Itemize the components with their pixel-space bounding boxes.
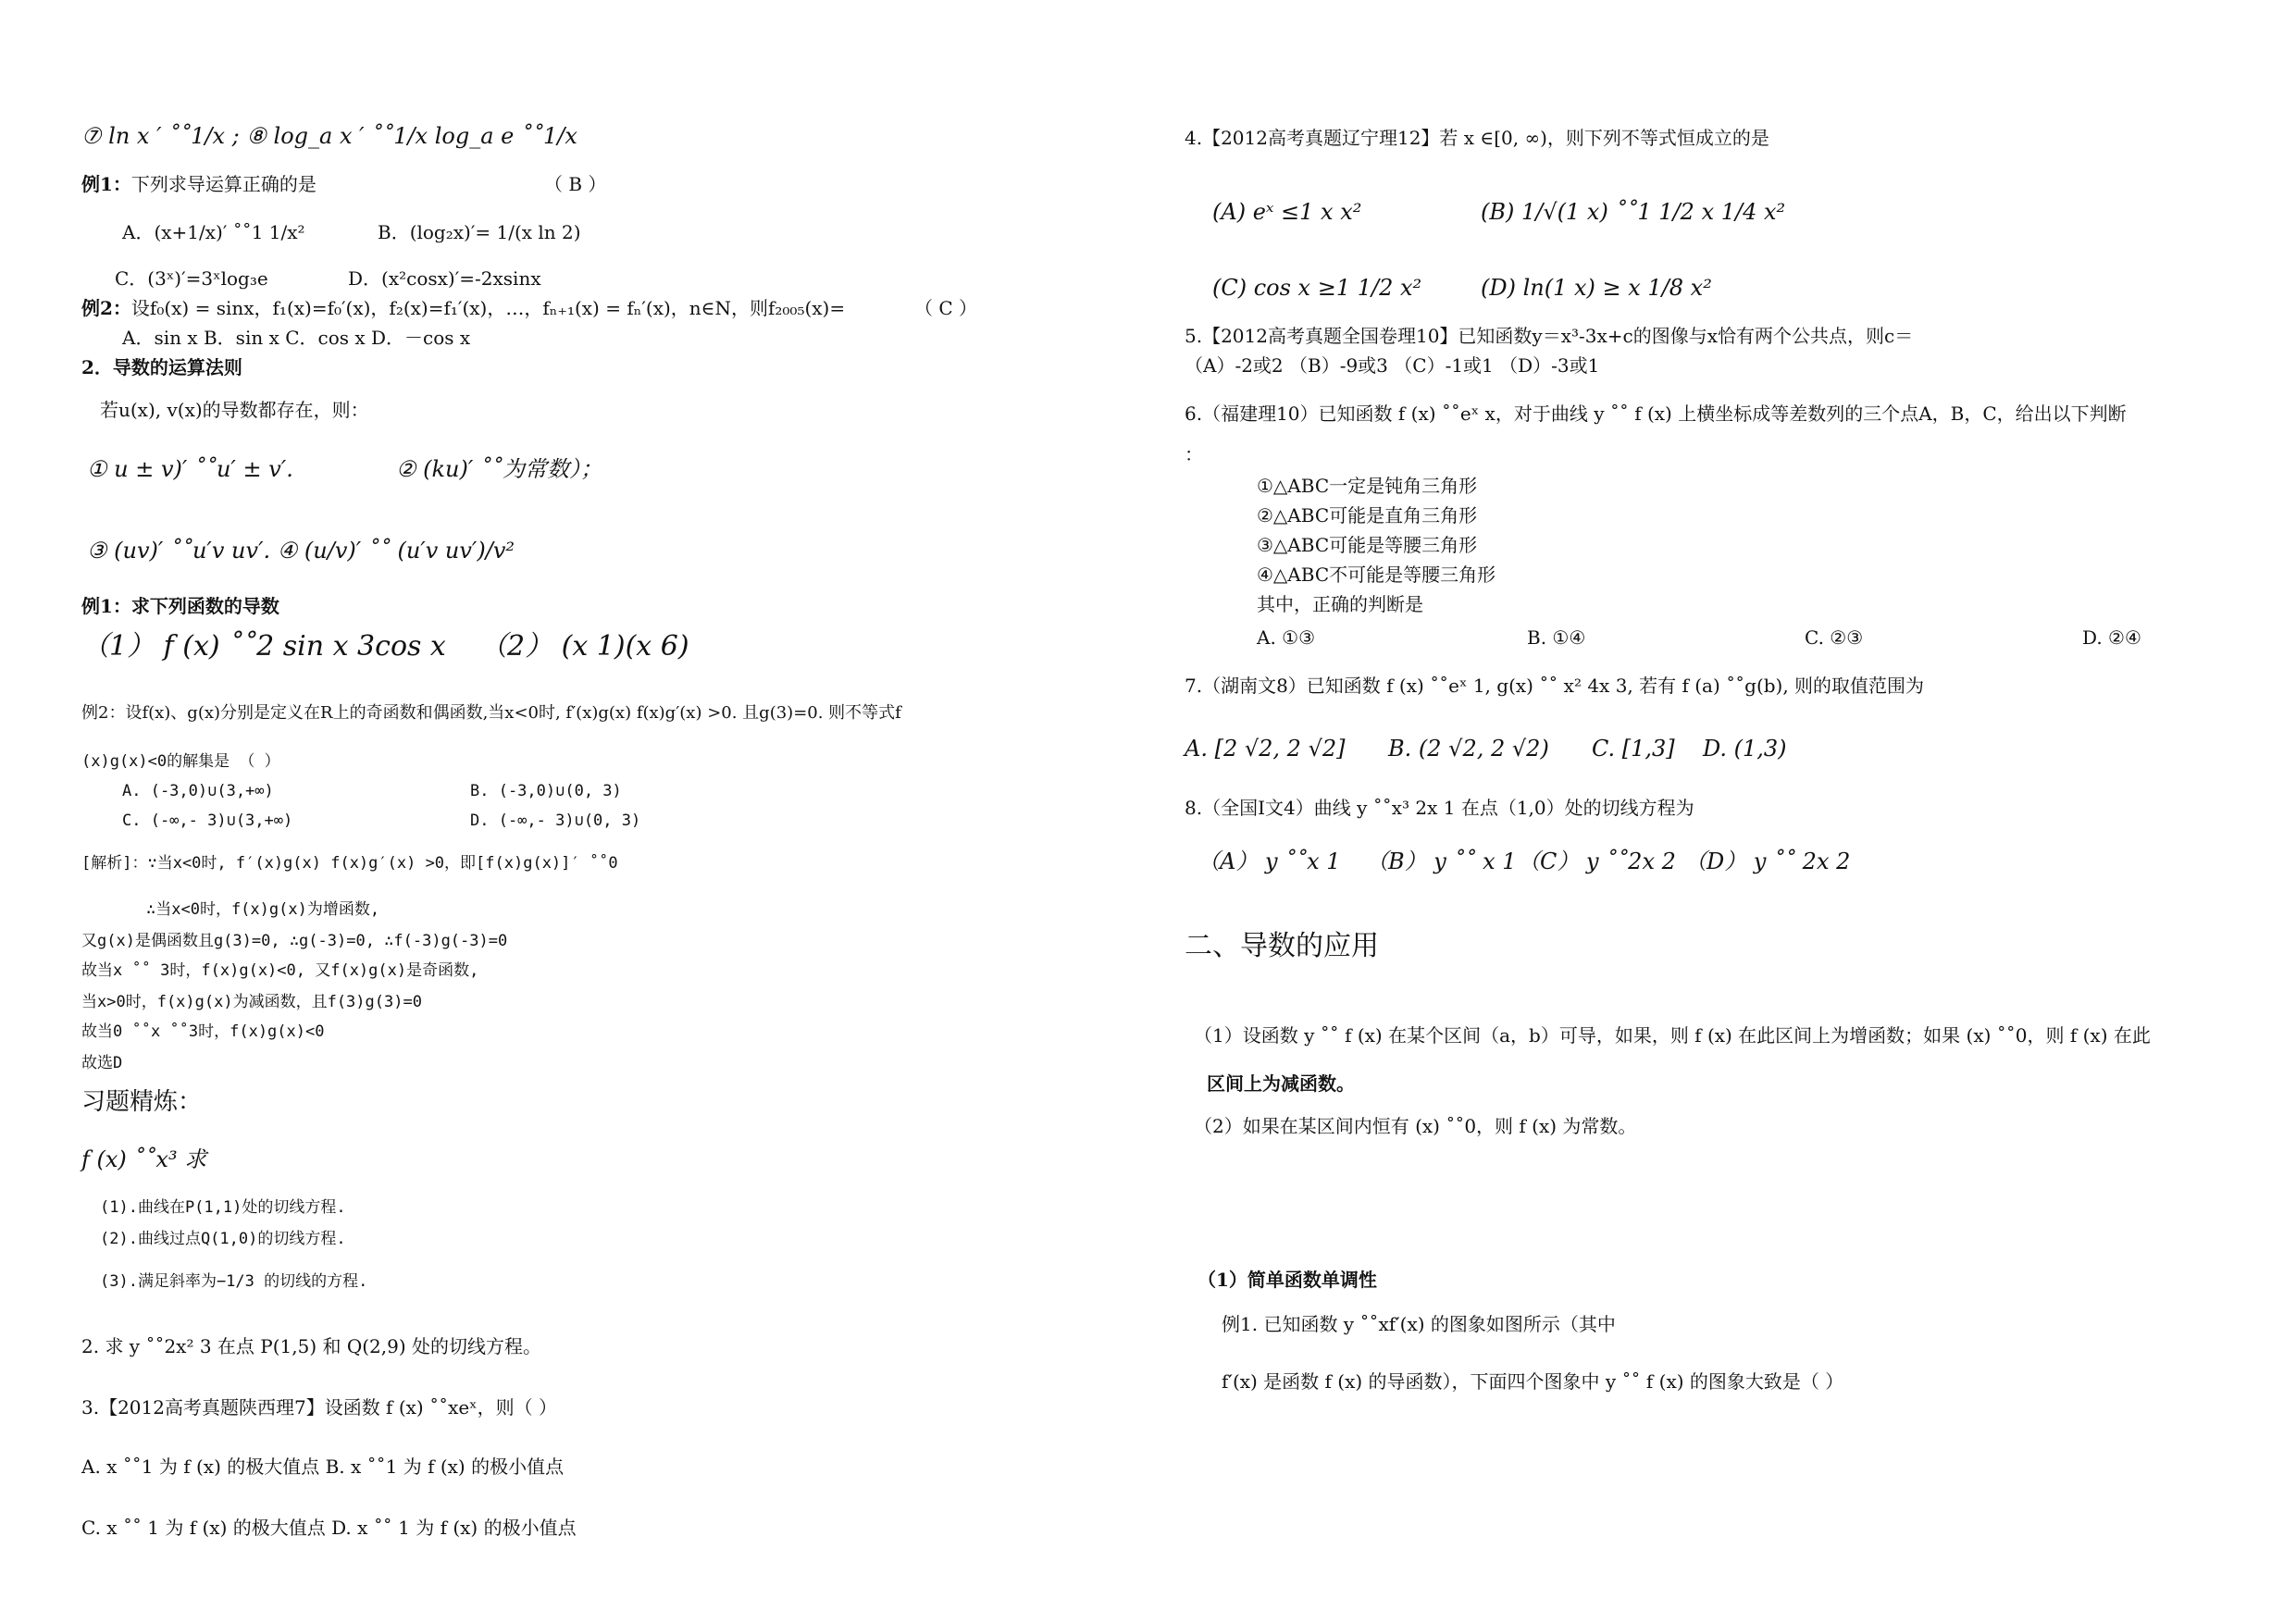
example-2-question (81, 296, 845, 320)
practice-heading: 习题精炼： (81, 1088, 203, 1116)
question-7: 7.（湖南文8）已知函数 f (x) ˚˚eˣ 1, g(x) ˚˚ x² 4x 3, 若有 f (a) ˚˚g(b), 则的取值范围为 (1185, 675, 1925, 697)
question-3-options-ab: A. x ˚˚1 为 f (x) 的极大值点 B. x ˚˚1 为 f (x) 的极小值点 (81, 1456, 565, 1478)
example-question-cont: f′(x) 是函数 f (x) 的导函数），下面四个图象中 y ˚˚ f (x) 的图象大致是（ ） (1222, 1370, 1844, 1393)
answer-bracket: （ B ） (544, 173, 607, 195)
q6-statement-2: ②△ABC可能是直角三角形 (1257, 504, 1478, 527)
practice-question-2: 2. 求 y ˚˚2x² 3 在点 P(1,5) 和 Q(2,9) 处的切线方程。 (81, 1335, 542, 1357)
section-heading-applications: 二、导数的应用 (1185, 930, 1379, 962)
q4-option-b: (B) 1/√(1 x) ˚˚1 1/2 x 1/4 x² (1481, 199, 1786, 225)
monotonicity-rule-1-cont: 区间上为减函数。 (1207, 1072, 1355, 1095)
choice-c: C. (-∞,- 3)∪(3,+∞) (122, 812, 293, 830)
q7-option-a: A. [2 √2, 2 √2] (1185, 736, 1346, 762)
example-2-options: A．sin x B．sin x C．cos x D．－cos x (122, 327, 471, 349)
q7-option-c: C. [1,3] (1592, 736, 1675, 762)
solution-set-question: (x)g(x)<0的解集是 （ ） (81, 752, 280, 771)
q8-option-a: （A） y ˚˚x 1 (1198, 849, 1341, 874)
q4-option-a: (A) eˣ ≤1 x x² (1212, 199, 1362, 225)
rules-3-4: ③ (uv)′ ˚˚u′v uv′. ④ (u/v)′ ˚˚ (u′v uv′)/v² (87, 538, 515, 564)
solution-conclusion: 故选D (81, 1054, 123, 1072)
rule-2: ② (ku)′ ˚˚为常数）； (396, 456, 602, 482)
derivative-formulas-7-8: ⑦ ln x ′ ˚˚1/x ; ⑧ log_a x ′ ˚˚1/x log_a e ˚˚1/x (81, 123, 577, 149)
q6-prompt: 其中，正确的判断是 (1257, 593, 1423, 615)
rule-1: ① u ± v)′ ˚˚u′ ± v′. (87, 456, 293, 482)
question-text: 下列求导运算正确的是 (130, 173, 316, 195)
q4-option-d: (D) ln(1 x) ≥ x 1/8 x² (1481, 275, 1712, 301)
q6-option-a: A. ①③ (1257, 626, 1316, 649)
q7-option-d: D. (1,3) (1703, 736, 1787, 762)
practice-part-1: (1).曲线在P(1,1)处的切线方程. (100, 1198, 346, 1217)
example-1-part-1: （1） f (x) ˚˚2 sin x 3cos x (81, 630, 446, 663)
solution-step-2: 又g(x)是偶函数且g(3)=0, ∴g(-3)=0, ∴f(-3)g(-3)=0 (81, 932, 508, 950)
q6-statement-1: ①△ABC一定是钝角三角形 (1257, 475, 1478, 497)
example-1-question (81, 172, 316, 196)
q6-colon: ： (1185, 443, 1203, 465)
example-question: 例1. 已知函数 y ˚˚xf′(x) 的图象如图所示（其中 (1222, 1313, 1616, 1335)
practice-part-2: (2).曲线过点Q(1,0)的切线方程. (100, 1230, 346, 1248)
q6-option-c: C. ②③ (1805, 626, 1864, 649)
solution-step-5: 故当0 ˚˚x ˚˚3时，f(x)g(x)<0 (81, 1022, 325, 1041)
question-5: 5.【2012高考真题全国卷理10】已知函数y＝x³-3x+c的图像与x恰有两个公共点，则c＝ (1185, 325, 1914, 347)
monotonicity-rule-1: （1）设函数 y ˚˚ f (x) 在某个区间（a，b）可导，如果，则 f (x) 在此区间上为增函数；如果 (x) ˚˚0，则 f (x) 在此 (1194, 1024, 2151, 1047)
question-3-options-cd: C. x ˚˚ 1 为 f (x) 的极大值点 D. x ˚˚ 1 为 f (x) 的极小值点 (81, 1517, 577, 1539)
question-4: 4.【2012高考真题辽宁理12】若 x ∈[0, ∞)，则下列不等式恒成立的是 (1185, 127, 1769, 149)
q6-option-b: B. ①④ (1527, 626, 1586, 649)
q8-option-d: （D） y ˚˚ 2x 2 (1684, 849, 1851, 874)
q8-option-c: （C） y ˚˚2x 2 (1518, 849, 1676, 874)
section-heading-rules: 2．导数的运算法则 (81, 356, 242, 378)
option-c: C．(3ˣ)′=3ˣlog₃e (115, 267, 268, 290)
option-b: B．(log₂x)′= 1/(x ln 2) (378, 221, 581, 243)
example-2-statement: 例2：设f(x)、g(x)分别是定义在R上的奇函数和偶函数,当x<0时, f′(x)g(x) f(x)g′(x) >0. 且g(3)=0. 则不等式f (81, 703, 901, 723)
example-label: 例1： (81, 173, 131, 195)
q4-option-c: (C) cos x ≥1 1/2 x² (1212, 275, 1422, 301)
choice-b: B. (-3,0)∪(0, 3) (470, 782, 622, 800)
rules-intro: 若u(x), v(x)的导数都存在，则： (100, 399, 369, 421)
question-6: 6.（福建理10）已知函数 f (x) ˚˚eˣ x，对于曲线 y ˚˚ f (x) 上横坐标成等差数列的三个点A，B，C，给出以下判断 (1185, 403, 2127, 425)
q5-options: （A）-2或2 （B）-9或3 （C）-1或1 （D）-3或1 (1185, 354, 1600, 377)
practice-part-3: (3).满足斜率为−1/3 的切线的方程. (100, 1272, 368, 1291)
option-d: D．(x²cosx)′=-2xsinx (348, 267, 541, 290)
q6-statement-3: ③△ABC可能是等腰三角形 (1257, 534, 1478, 556)
answer-bracket: （ C ） (914, 297, 978, 319)
solution-step-4: 当x>0时，f(x)g(x)为减函数，且f(3)g(3)=0 (81, 993, 422, 1011)
example-1-part-2: （2） (x 1)(x 6) (479, 630, 689, 663)
practice-function: f (x) ˚˚x³ 求 (81, 1146, 207, 1172)
question-text: 设f₀(x) = sinx，f₁(x)=f₀′(x)，f₂(x)=f₁′(x)，…，fₙ₊₁(x) = fₙ′(x)，n∈N，则f₂₀₀₅(x)= (130, 297, 846, 319)
q6-option-d: D. ②④ (2082, 626, 2141, 649)
question-8: 8.（全国Ⅰ文4）曲线 y ˚˚x³ 2x 1 在点（1,0）处的切线方程为 (1185, 797, 1694, 819)
choice-a: A. (-3,0)∪(3,+∞) (122, 782, 274, 800)
practice-question-3: 3.【2012高考真题陕西理7】设函数 f (x) ˚˚xeˣ，则（ ） (81, 1396, 558, 1419)
q7-option-b: B. (2 √2, 2 √2) (1388, 736, 1549, 762)
subsection-heading: （1）简单函数单调性 (1198, 1269, 1377, 1291)
solution-step-3: 故当x ˚˚ 3时，f(x)g(x)<0, 又f(x)g(x)是奇函数, (81, 961, 479, 980)
option-a: A．(x+1/x)′ ˚˚1 1/x² (122, 221, 305, 243)
monotonicity-rule-2: （2）如果在某区间内恒有 (x) ˚˚0，则 f (x) 为常数。 (1194, 1115, 1637, 1137)
choice-d: D. (-∞,- 3)∪(0, 3) (470, 812, 641, 830)
solution-analysis: [解析]：∵当x<0时, f′(x)g(x) f(x)g′(x) >0，即[f(x)g(x)]′ ˚˚0 (81, 854, 618, 873)
example-1-heading: 例1：求下列函数的导数 (81, 595, 279, 617)
q6-statement-4: ④△ABC不可能是等腰三角形 (1257, 564, 1496, 586)
example-label: 例2： (81, 297, 131, 319)
solution-step-1: ∴当x<0时，f(x)g(x)为增函数, (146, 900, 380, 919)
q8-option-b: （B） y ˚˚ x 1 (1366, 849, 1517, 874)
